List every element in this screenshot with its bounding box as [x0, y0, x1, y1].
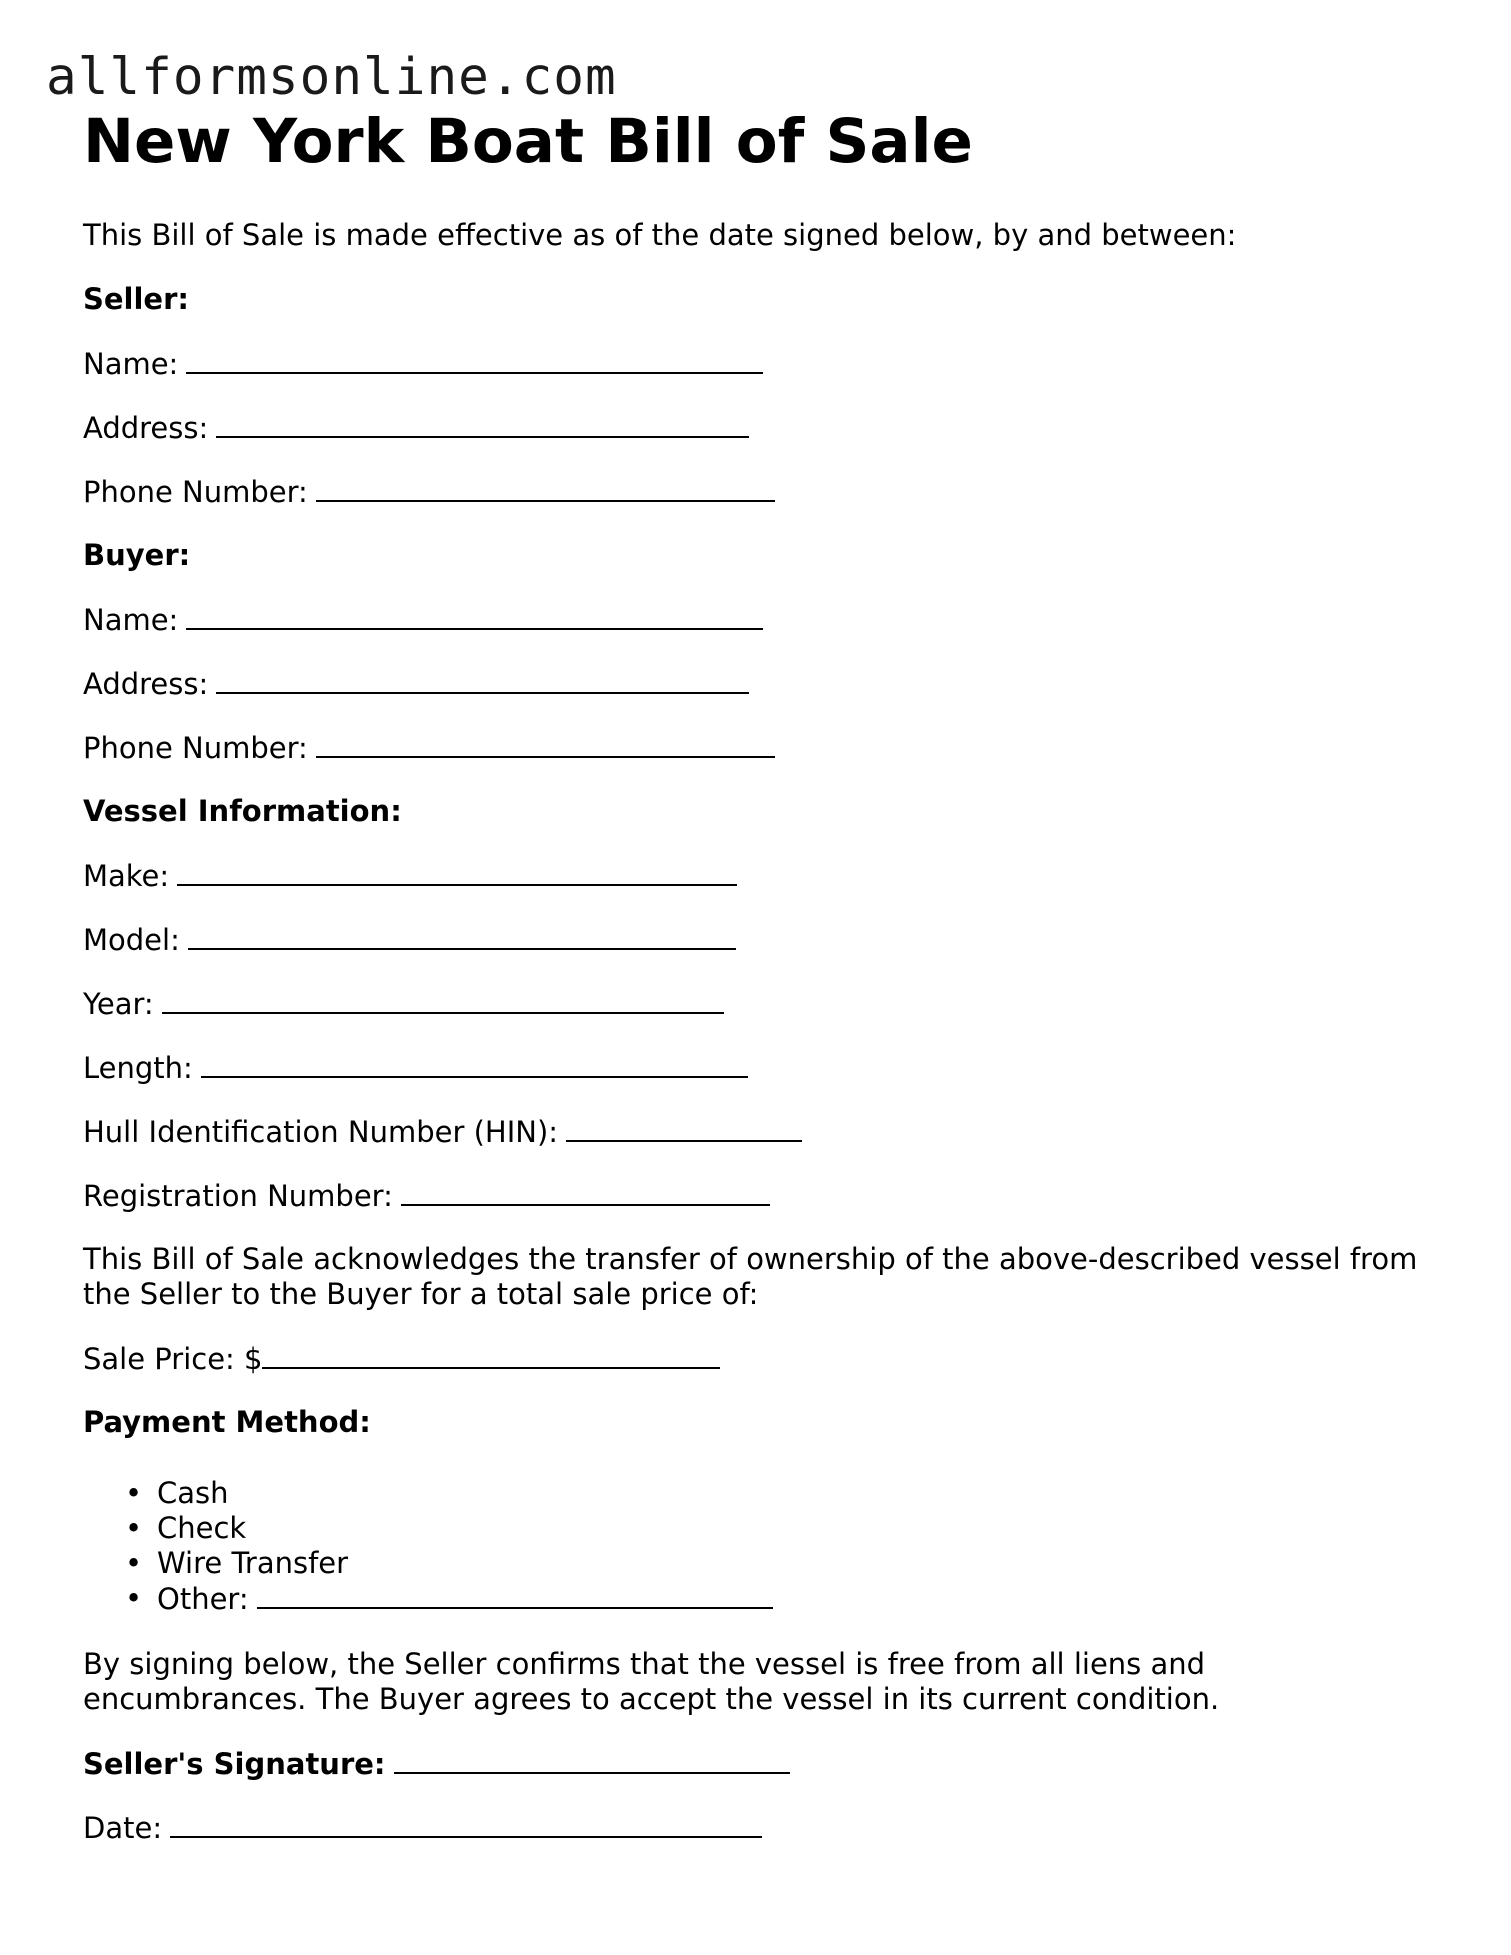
- vessel-registration-row: [83, 1178, 770, 1214]
- vessel-model-row: [83, 922, 736, 958]
- seller-signature-field[interactable]: [394, 1746, 790, 1774]
- vessel-year-field[interactable]: [162, 986, 724, 1014]
- payment-option-cash: [83, 1476, 773, 1511]
- seller-phone-row: [83, 474, 775, 510]
- confirmation-text: By signing below, the Seller confirms that the vessel is free from all liens and encumbrances. The Buyer agrees to accept the vessel in its current condition.: [83, 1647, 1220, 1716]
- vessel-year-row: [83, 986, 724, 1022]
- buyer-name-row: [83, 602, 763, 638]
- buyer-heading: Buyer:: [83, 538, 191, 572]
- seller-signature-row: [83, 1746, 790, 1782]
- vessel-hin-field[interactable]: [566, 1114, 802, 1142]
- seller-address-field[interactable]: [216, 410, 749, 438]
- payment-option-label: Cash: [157, 1476, 229, 1510]
- vessel-length-field[interactable]: [201, 1050, 748, 1078]
- seller-phone-field[interactable]: [316, 474, 775, 502]
- date-label: Date:: [83, 1811, 163, 1845]
- buyer-address-field[interactable]: [216, 666, 749, 694]
- buyer-phone-label: Phone Number:: [83, 731, 308, 765]
- intro-text: This Bill of Sale is made effective as of the date signed below, by and between:: [83, 218, 1237, 252]
- vessel-hin-label: Hull Identification Number (HIN):: [83, 1115, 559, 1149]
- buyer-address-label: Address:: [83, 667, 209, 701]
- seller-name-row: [83, 346, 763, 382]
- seller-name-label: Name:: [83, 347, 179, 381]
- buyer-address-row: [83, 666, 749, 702]
- payment-option-check: [83, 1511, 773, 1546]
- payment-option-label: Check: [157, 1511, 247, 1545]
- payment-option-label: Other:: [157, 1582, 249, 1616]
- vessel-model-field[interactable]: [188, 922, 736, 950]
- buyer-phone-row: [83, 730, 775, 766]
- seller-address-row: [83, 410, 749, 446]
- watermark: allformsonline.com: [46, 48, 617, 107]
- buyer-phone-field[interactable]: [316, 730, 775, 758]
- payment-option-other: [83, 1581, 773, 1617]
- vessel-model-label: Model:: [83, 923, 180, 957]
- seller-signature-label: Seller's Signature:: [83, 1747, 386, 1781]
- buyer-name-field[interactable]: [186, 602, 763, 630]
- vessel-make-label: Make:: [83, 859, 170, 893]
- page-title: New York Boat Bill of Sale: [83, 106, 973, 177]
- sale-price-field[interactable]: [262, 1341, 720, 1369]
- payment-other-field[interactable]: [257, 1581, 773, 1609]
- vessel-heading: Vessel Information:: [83, 794, 402, 828]
- vessel-make-row: [83, 858, 737, 894]
- vessel-length-row: [83, 1050, 748, 1086]
- vessel-year-label: Year:: [83, 987, 154, 1021]
- date-row: [83, 1810, 762, 1846]
- vessel-hin-row: [83, 1114, 802, 1150]
- payment-option-wire-transfer: [83, 1546, 773, 1581]
- vessel-registration-field[interactable]: [401, 1178, 770, 1206]
- payment-heading: Payment Method:: [83, 1405, 371, 1439]
- vessel-length-label: Length:: [83, 1051, 193, 1085]
- seller-name-field[interactable]: [186, 346, 763, 374]
- payment-method-list: [83, 1476, 773, 1617]
- vessel-registration-label: Registration Number:: [83, 1179, 393, 1213]
- seller-address-label: Address:: [83, 411, 209, 445]
- payment-option-label: Wire Transfer: [157, 1546, 349, 1580]
- seller-phone-label: Phone Number:: [83, 475, 308, 509]
- transfer-text: This Bill of Sale acknowledges the transfer of ownership of the above-described vessel from the Seller to the Buyer for a total sale price of:: [83, 1242, 1418, 1311]
- seller-heading: Seller:: [83, 282, 190, 316]
- buyer-name-label: Name:: [83, 603, 179, 637]
- sale-price-row: [83, 1341, 720, 1377]
- date-field[interactable]: [170, 1810, 762, 1838]
- vessel-make-field[interactable]: [177, 858, 737, 886]
- sale-price-label: Sale Price: $: [83, 1342, 263, 1376]
